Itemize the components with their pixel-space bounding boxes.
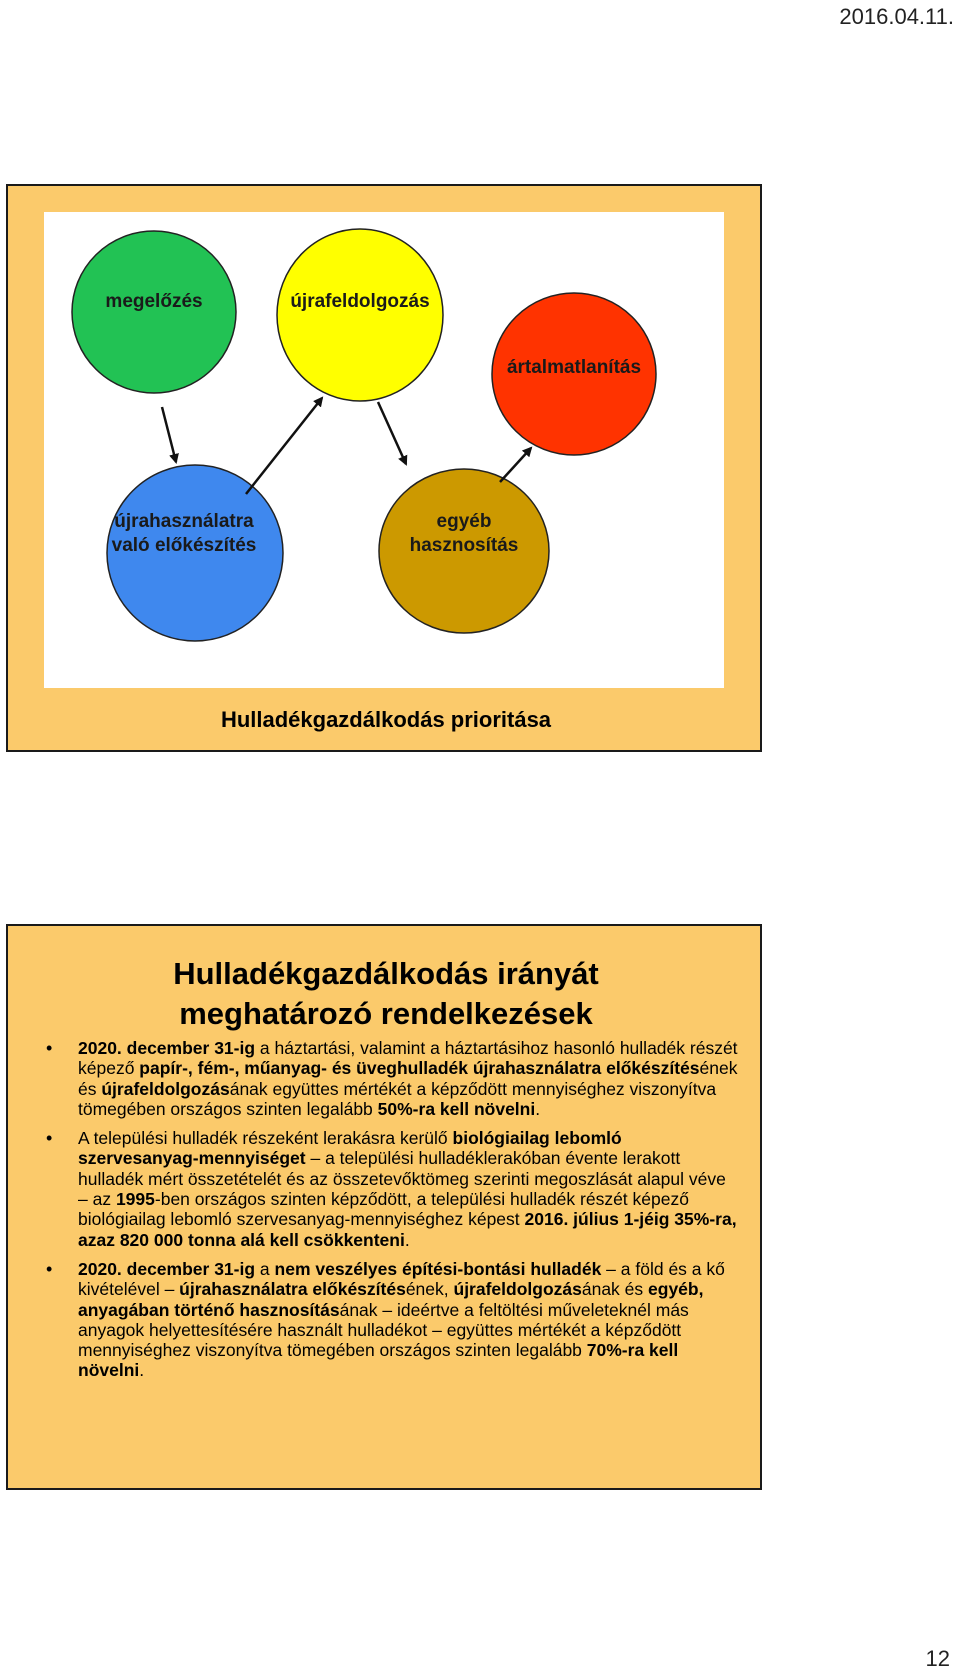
priority-diagram (44, 212, 724, 688)
circle-label-reuse: újrahasználatra való előkészítés (111, 511, 257, 556)
emphasis-text: 70%-ra kell növelni (78, 1340, 679, 1381)
emphasis-text: egyéb, anyagában történő hasznosítás (78, 1279, 704, 1320)
emphasis-text: 1995 (115, 1189, 155, 1210)
body-text: – a föld és a kő kivételével – (78, 1258, 725, 1300)
slide-title: Hulladékgazdálkodás prioritása (220, 707, 552, 732)
emphasis-text: újrahasználatra előkészítés (179, 1279, 406, 1300)
emphasis-text: biológiailag lebomló szervesanyag-mennyiséget (78, 1128, 622, 1169)
regulation-item (38, 1038, 738, 1119)
body-text: A települési hulladék részeként lerakásra kerülő (78, 1128, 453, 1149)
emphasis-text: papír-, fém-, műanyag- és üveghulladék újrahasználatra előkészítés (139, 1058, 700, 1079)
arrow-reuse-to-recycling (246, 398, 322, 494)
slide-regulations (6, 924, 762, 1490)
body-text: ának – ideértve a feltöltési műveleteknél más anyagok helyettesítésére használt hulladékot – együttes mértékét a képződött mennyiséghez viszonyítva tömegében országos szinten legalább (78, 1299, 689, 1361)
body-text: ének és (78, 1058, 738, 1099)
slide-waste-priority (6, 184, 762, 752)
regulation-list (38, 1038, 738, 1390)
arrow-prevention-to-reuse (162, 407, 176, 462)
body-text: . (535, 1098, 541, 1119)
arrow-other-to-disposal (500, 448, 531, 482)
regulation-item (38, 1259, 738, 1381)
body-text: ának és (581, 1279, 649, 1300)
circle-label-recycling: újrafeldolgozás (290, 291, 430, 312)
circle-recycling (277, 229, 443, 401)
circle-label-disposal: ártalmatlanítás (506, 357, 642, 378)
regulation-item (38, 1128, 738, 1250)
priority-diagram-graphic (44, 212, 724, 688)
emphasis-text: nem veszélyes építési-bontási hulladék (274, 1258, 602, 1279)
emphasis-text: 2016. július 1-jéig 35%-ra, azaz 820 000 tonna alá kell csökkenteni (78, 1209, 737, 1250)
emphasis-text: 2020. december 31-ig (78, 1258, 256, 1279)
emphasis-text: 2020. december 31-ig (78, 1038, 256, 1058)
emphasis-text: újrafeldolgozás (101, 1078, 230, 1099)
body-text: – a települési hulladéklerakóban évente lerakott hulladék mért összetételét és az összetevőktömeg szerinti megoszlását alapul véve – az (78, 1148, 726, 1210)
body-text: ának együttes mértékét a képződött mennyiséghez viszonyítva tömegében országos szinten legalább (78, 1078, 717, 1119)
arrow-recycling-to-other (378, 402, 406, 464)
body-text: a (255, 1258, 275, 1279)
emphasis-text: 50%-ra kell növelni (377, 1098, 536, 1119)
body-text: . (139, 1360, 145, 1381)
circle-label-prevention: megelőzés (105, 291, 203, 312)
slide-title: Hulladékgazdálkodás irányát meghatározó rendelkezések (173, 956, 599, 1031)
circle-label-other-recovery: egyéb hasznosítás (409, 511, 519, 556)
body-text: ének, (405, 1279, 454, 1300)
emphasis-text: újrafeldolgozás (453, 1279, 582, 1300)
body-text: -ben országos szinten képződött, a települési hulladék részét képező biológiailag lebomló szervesanyag-mennyiséghez képest (78, 1189, 689, 1230)
body-text: a háztartási, valamint a háztartásihoz hasonló hulladék részét képező (78, 1038, 738, 1079)
page-date: 2016.04.11. (839, 4, 954, 29)
page-number: 12 (925, 1646, 950, 1671)
body-text: . (404, 1229, 410, 1250)
